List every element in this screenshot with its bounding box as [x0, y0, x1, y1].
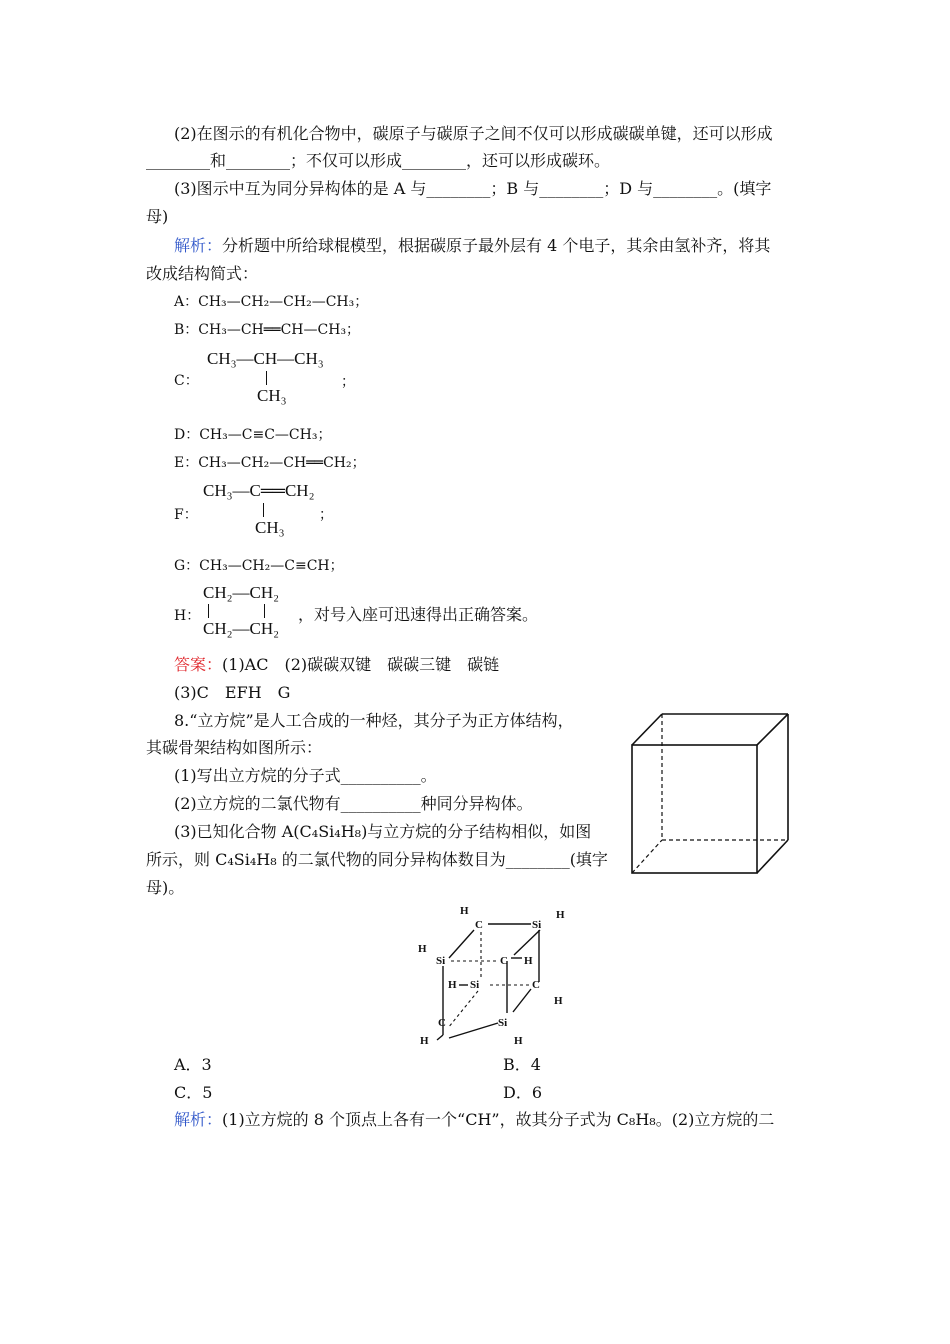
q8-analysis	[174, 1110, 774, 1130]
c4si4h8-molecule-diagram	[412, 900, 582, 1048]
formula-h-bond-right	[264, 604, 265, 618]
formula-h-bond-left	[208, 604, 209, 618]
svg-text:H: H	[420, 1035, 429, 1047]
formula-c-bottom: CH₃	[257, 386, 287, 405]
q7-part2-line2: ________和________；不仅可以形成________，还可以形成碳环。	[146, 151, 611, 170]
option-c[interactable]: C．5	[174, 1083, 213, 1102]
q8-part2: (2)立方烷的二氯代物有__________种同分异构体。	[174, 794, 533, 813]
q7-part2-line1: (2)在图示的有机化合物中，碳原子与碳原子之间不仅可以形成碳碳单键，还可以形成	[174, 124, 773, 143]
formula-h-bottom: CH₂—CH₂	[203, 619, 280, 638]
q8-stem-line2: 其碳骨架结构如图所示：	[146, 738, 323, 757]
cube-edge-br	[757, 840, 788, 873]
cube-front-face	[632, 745, 757, 873]
molecule-atom-c1: C	[475, 919, 483, 931]
cubane-skeleton-diagram	[628, 710, 798, 880]
option-a[interactable]: A．3	[174, 1055, 212, 1074]
answer-label: 答案：	[174, 655, 223, 674]
q7-part3-line2: 母)	[146, 207, 169, 226]
molecule-atom-c2: C	[500, 955, 508, 967]
formula-h-label: H：	[174, 608, 201, 624]
q8-part1: (1)写出立方烷的分子式__________。	[174, 766, 437, 785]
formula-f-top: CH₃—C══CH₂	[203, 481, 315, 500]
q7-analysis-line2: 改成结构简式：	[146, 264, 259, 283]
q7-analysis-line1	[174, 236, 770, 256]
molecule-atom-si3: Si	[470, 979, 480, 991]
molecule-atom-c3: C	[532, 979, 540, 991]
svg-text:H: H	[448, 979, 457, 991]
formula-h-top: CH₂—CH₂	[203, 583, 280, 602]
molecule-atom-c4: C	[438, 1017, 446, 1029]
analysis-text: 分析题中所给球棍模型，根据碳原子最外层有 4 个电子，其余由氢补齐，将其	[222, 236, 771, 255]
q7-answer-line2: (3)C EFH G	[174, 683, 291, 702]
formula-f-bottom: CH₃	[255, 518, 285, 537]
svg-text:H: H	[554, 995, 563, 1007]
option-d[interactable]: D．6	[503, 1083, 543, 1102]
analysis-label: 解析：	[174, 236, 223, 255]
molecule-atom-si4: Si	[498, 1017, 508, 1029]
formula-g: G：CH₃—CH₂—C≡CH；	[174, 558, 344, 574]
q7-part3-line1: (3)图示中互为同分异构体的是 A 与________；B 与________；D 与________。(填字	[174, 179, 772, 198]
formula-f-end: ；	[319, 507, 333, 523]
svg-text:H: H	[556, 909, 565, 921]
q8-analysis-label: 解析：	[174, 1110, 223, 1129]
formula-f-bond	[263, 503, 264, 517]
q8-stem-line1: 8.“立方烷”是人工合成的一种烃，其分子为正方体结构，	[174, 711, 574, 730]
formula-c-end: ；	[341, 374, 355, 390]
formula-c-top: CH₃—CH—CH₃	[207, 349, 324, 368]
molecule-h-label: H	[460, 905, 469, 917]
q8-part3-line1: (3)已知化合物 A(C₄Si₄H₈)与立方烷的分子结构相似，如图	[174, 822, 592, 841]
svg-text:H: H	[514, 1035, 523, 1047]
answer-text: (1)AC (2)碳碳双键 碳碳三键 碳链	[222, 655, 500, 674]
svg-text:H: H	[524, 955, 533, 967]
q8-part3-line3: 母)。	[146, 878, 185, 897]
formula-c-bond	[266, 371, 267, 385]
formula-h-end: ，对号入座可迅速得出正确答案。	[298, 605, 539, 624]
svg-text:H: H	[418, 943, 427, 955]
q8-part3-line2: 所示，则 C₄Si₄H₈ 的二氯代物的同分异构体数目为________(填字	[146, 850, 608, 869]
molecule-atom-si2: Si	[436, 955, 446, 967]
q7-answer-line1	[174, 655, 499, 675]
cube-edge-tr	[757, 714, 788, 745]
cube-hidden-edge-diagonal	[632, 840, 662, 873]
molecule-atom-si1: Si	[532, 919, 542, 931]
formula-d: D：CH₃—C≡C—CH₃；	[174, 427, 332, 443]
q8-analysis-text: (1)立方烷的 8 个顶点上各有一个“CH”，故其分子式为 C₈H₈。(2)立方烷的二	[222, 1110, 775, 1129]
formula-f-label: F：	[174, 507, 198, 523]
cube-edge-tl	[632, 714, 662, 745]
formula-b: B：CH₃—CH══CH—CH₃；	[174, 322, 361, 338]
formula-c-label: C：	[174, 373, 199, 389]
formula-a: A：CH₃—CH₂—CH₂—CH₃；	[174, 294, 369, 310]
option-b[interactable]: B．4	[503, 1055, 541, 1074]
formula-e: E：CH₃—CH₂—CH══CH₂；	[174, 455, 366, 471]
